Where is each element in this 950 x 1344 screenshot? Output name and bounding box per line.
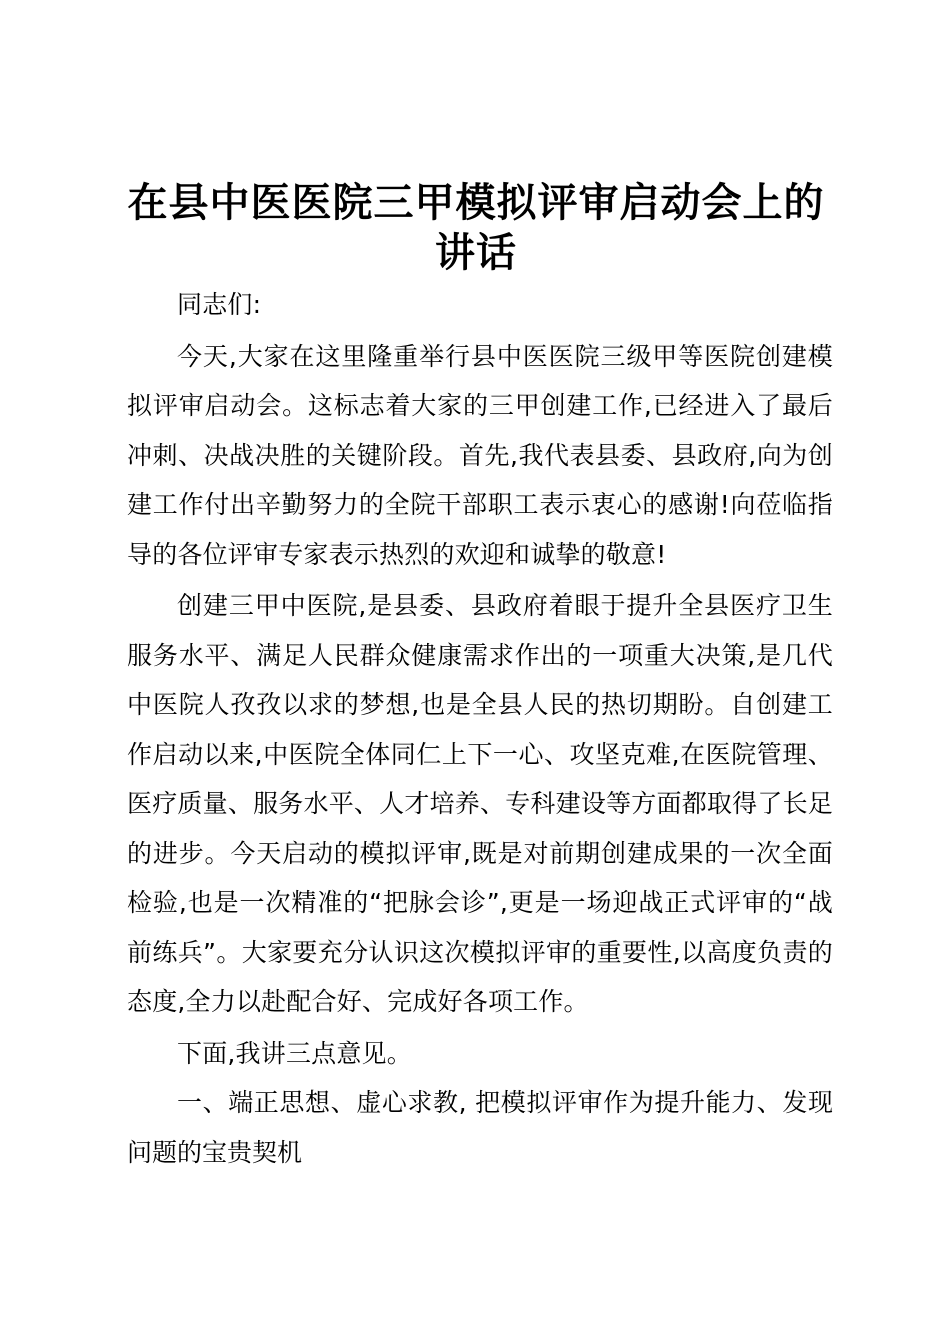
paragraph-background: 创建三甲中医院,是县委、县政府着眼于提升全县医疗卫生服务水平、满足人民群众健康需求作出的一项重大决策,是几代中医院人孜孜以求的梦想,也是全县人民的热切期盼。自创建工作启动以来,中医院全体同仁上下一心、攻坚克难,在医院管理、医疗质量、服务水平、人才培养、专科建设等方面都取得了长足的进步。今天启动的模拟评审,既是对前期创建成果的一次全面检验,也是一次精准的“把脉会诊”,更是一场迎战正式评审的“战前练兵”。大家要充分认识这次模拟评审的重要性,以高度负责的态度,全力以赴配合好、完成好各项工作。 [127,591,833,1016]
document-title: 在县中医医院三甲模拟评审启动会上的讲话 [127,180,825,276]
paragraph-transition: 下面,我讲三点意见。 [177,1038,412,1068]
document-body [127,280,833,1177]
section-heading-1: 一、端正思想、虚心求教, 把模拟评审作为提升能力、发现问题的宝贵契机 [127,1088,833,1167]
paragraph-opening: 今天,大家在这里隆重举行县中医医院三级甲等医院创建模拟评审启动会。这标志着大家的三甲创建工作,已经进入了最后冲刺、决战决胜的关键阶段。首先,我代表县委、县政府,向为创建工作付出辛勤努力的全院干部职工表示衷心的感谢!向莅临指导的各位评审专家表示热烈的欢迎和诚挚的敬意! [127,341,833,569]
salutation: 同志们: [177,290,262,319]
